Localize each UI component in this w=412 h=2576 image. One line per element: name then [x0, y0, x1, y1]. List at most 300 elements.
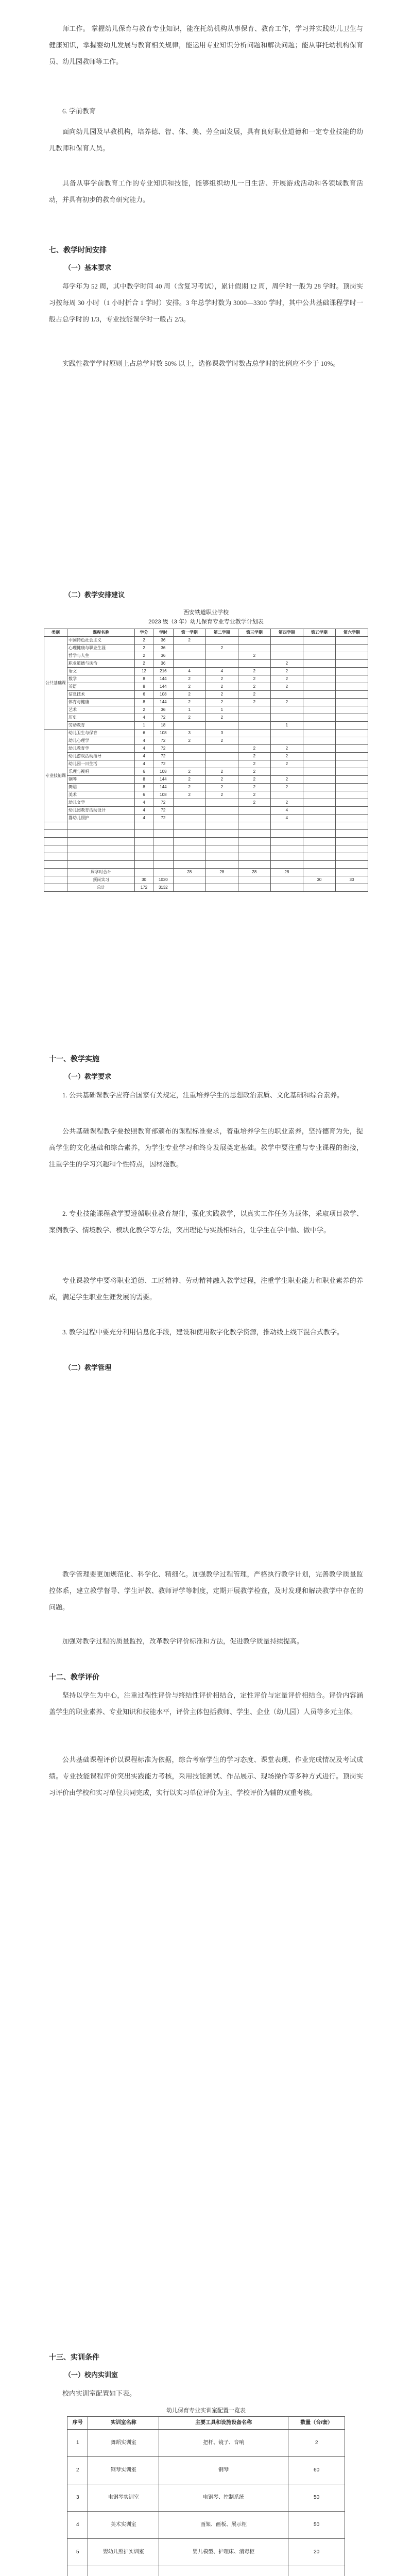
training-room-table [67, 2416, 345, 2576]
table-cell: 50 [288, 2512, 345, 2539]
table-cell: 2 [205, 699, 238, 706]
table-cell [173, 876, 205, 884]
table-cell: 72 [153, 714, 173, 722]
table-cell [173, 815, 205, 822]
table-cell: 2 [67, 2457, 88, 2484]
table-cell: 4 [135, 807, 153, 815]
table-cell [303, 683, 335, 691]
table-cell [303, 668, 335, 675]
paragraph: 教学管理要更加规范化、科学化、精细化。加强教学过程管理，严格执行教学计划，完善教学质量监控体系，建立教学督导、学生评教、教师评学等制度，定期开展教学检查，及时发现和解决教学中存在的问题。 [49, 1570, 363, 1611]
table-cell [270, 714, 303, 722]
table-cell [303, 722, 335, 730]
table-cell: 2 [238, 768, 270, 776]
table-cell [153, 845, 173, 853]
table-cell: 2 [270, 668, 303, 675]
table-cell [67, 845, 135, 853]
table-cell [270, 737, 303, 745]
table-cell [335, 753, 368, 760]
section-heading: 十二、教学评价 [49, 1673, 99, 1681]
table-cell: 3 [67, 2484, 88, 2512]
subsection-heading: （一）基本要求 [64, 264, 112, 272]
table-cell [238, 730, 270, 737]
table-cell: 2 [205, 768, 238, 776]
table-cell: 把杆、镜子、音响 [159, 2430, 288, 2457]
table-cell [303, 845, 335, 853]
table-row [44, 768, 368, 776]
table-cell: 2 [270, 799, 303, 807]
table-cell [335, 838, 368, 845]
table-cell [303, 730, 335, 737]
table-cell [335, 730, 368, 737]
table-row [44, 660, 368, 668]
table-cell: 职业道德与法治 [67, 660, 135, 668]
table-cell [238, 838, 270, 845]
table-cell: 6 [135, 768, 153, 776]
table-cell [335, 760, 368, 768]
table-header-row [67, 2417, 345, 2430]
table-cell [270, 830, 303, 838]
table-cell [303, 791, 335, 799]
table-cell [135, 822, 153, 830]
table-cell: 4 [173, 668, 205, 675]
table-cell: 172 [135, 884, 153, 892]
table-row [44, 683, 368, 691]
table-cell: 2 [270, 760, 303, 768]
table-cell [205, 807, 238, 815]
table-cell [270, 861, 303, 869]
table-cell: 劳动教育 [67, 722, 135, 730]
table-cell: 36 [153, 652, 173, 660]
table-cell [335, 830, 368, 838]
table-cell: 美术实训室 [88, 2512, 159, 2539]
table-cell [238, 645, 270, 652]
table-cell [335, 776, 368, 784]
table-row [44, 675, 368, 683]
table-cell: 2 [173, 791, 205, 799]
table-cell [335, 691, 368, 699]
table-cell [67, 838, 135, 845]
table-cell [88, 2566, 159, 2576]
table-cell [173, 760, 205, 768]
table-cell: 钢琴 [159, 2457, 288, 2484]
table-row [67, 2457, 345, 2484]
table-cell [270, 791, 303, 799]
table-cell: 2 [238, 668, 270, 675]
table-cell: 8 [135, 776, 153, 784]
table-cell: 6 [135, 791, 153, 799]
table-cell [173, 799, 205, 807]
table-cell [270, 768, 303, 776]
table-cell [173, 753, 205, 760]
table-cell [303, 776, 335, 784]
table-cell: 3132 [153, 884, 173, 892]
table-cell [303, 799, 335, 807]
table-cell [335, 768, 368, 776]
table-cell [238, 714, 270, 722]
table-row [67, 2512, 345, 2539]
table-cell: 108 [153, 768, 173, 776]
table-row [44, 722, 368, 730]
section-heading: 七、教学时间安排 [49, 246, 107, 254]
blank-row [44, 830, 368, 838]
table-cell [238, 830, 270, 838]
table-cell: 2 [238, 776, 270, 784]
category-cell: 公共基础课 [44, 637, 67, 730]
blank-row [44, 853, 368, 861]
table-cell: 2 [238, 652, 270, 660]
header-cell: 主要工具和设施设备名称 [159, 2417, 288, 2430]
table-cell [238, 884, 270, 892]
table-cell: 2 [238, 760, 270, 768]
teaching-plan-table [44, 629, 368, 892]
table-cell [153, 822, 173, 830]
table-row [44, 784, 368, 791]
category-cell: 专业技能课 [44, 730, 67, 822]
table-cell: 艺术 [67, 706, 135, 714]
header-cell: 数量（台/套） [288, 2417, 345, 2430]
table-cell: 108 [153, 730, 173, 737]
table-cell: 2 [238, 791, 270, 799]
table-cell [335, 652, 368, 660]
paragraph: 3. 教学过程中要充分利用信息化手段，建设和使用数字化教学资源，推动线上线下混合式教学。 [62, 1328, 344, 1336]
table-cell [173, 660, 205, 668]
table-row [44, 799, 368, 807]
table-cell [67, 2566, 88, 2576]
table-cell [205, 830, 238, 838]
table-cell [44, 853, 67, 861]
table-cell: 60 [288, 2457, 345, 2484]
table-cell: 2 [173, 675, 205, 683]
table-cell: 4 [270, 807, 303, 815]
table-cell: 婴幼儿照护实训室 [88, 2539, 159, 2566]
table-cell: 2 [270, 745, 303, 753]
table-cell: 幼儿园一日生活 [67, 760, 135, 768]
table-cell: 2 [173, 637, 205, 645]
table-cell: 2 [205, 784, 238, 791]
table-cell: 5 [67, 2539, 88, 2566]
table-cell [173, 884, 205, 892]
table-cell: 电钢琴实训室 [88, 2484, 159, 2512]
paragraph: 公共基础课程教学要按照教育部颁布的课程标准要求，着重培养学生的职业素养，坚持德育为先，提高学生的文化基础和综合素养，为学生专业学习和终身发展奠定基础。教学中要注重与专业课程的衔接，注重学生的学习兴趣和个性特点，因材施教。 [49, 1127, 363, 1168]
table-cell: 4 [135, 799, 153, 807]
table-cell: 2 [173, 784, 205, 791]
table-cell [303, 675, 335, 683]
paragraph: 每学年为 52 周，其中教学时间 40 周（含复习考试），累计假期 12 周，周学时一般为 28 学时。顶岗实习按每周 30 小时（1 小时折合 1 学时）安排。3 年总学时数为 3000—3300 学时，其中公共基础课程学时一般占总学时的 1/3，专业技能课学时一般占 2/3。 [49, 282, 363, 323]
paragraph: 实践性教学学时原则上占总学时数 50% 以上，选修课教学时数占总学时的比例应不少于 10%。 [62, 360, 340, 367]
table-school: 西安铁道职业学校 [183, 609, 229, 616]
table-row [44, 714, 368, 722]
table-cell [238, 876, 270, 884]
table-cell: 幼儿文学 [67, 799, 135, 807]
table-cell [270, 637, 303, 645]
table-cell [303, 637, 335, 645]
subsection-heading: （一）教学要求 [64, 1073, 112, 1080]
table-cell [303, 861, 335, 869]
table-cell [135, 861, 153, 869]
table-cell [335, 675, 368, 683]
table-row [44, 691, 368, 699]
table-cell: 2 [270, 753, 303, 760]
header-cell: 第二学期 [205, 629, 238, 637]
table-cell: 2 [205, 645, 238, 652]
header-cell: 第一学期 [173, 629, 205, 637]
table-cell: 4 [135, 737, 153, 745]
table-cell: 2 [173, 776, 205, 784]
table-cell: 心理健康与职业生涯 [67, 645, 135, 652]
blank-row [44, 822, 368, 830]
table-cell [205, 815, 238, 822]
table-cell: 哲学与人生 [67, 652, 135, 660]
table-cell [303, 652, 335, 660]
table-cell [335, 737, 368, 745]
table-cell: 28 [270, 869, 303, 876]
table-cell [205, 753, 238, 760]
table-cell [335, 853, 368, 861]
table-cell [173, 853, 205, 861]
table-cell: 乐理与视唱 [67, 768, 135, 776]
table-cell: 2 [205, 791, 238, 799]
table-cell: 1020 [153, 876, 173, 884]
table-cell [205, 637, 238, 645]
table-row [44, 807, 368, 815]
table-cell [335, 869, 368, 876]
header-cell: 学时 [153, 629, 173, 637]
table-cell [335, 784, 368, 791]
table-cell [205, 853, 238, 861]
table-row [44, 706, 368, 714]
table-header-row [44, 629, 368, 637]
table-cell: 2 [270, 699, 303, 706]
table-cell: 体育与健康 [67, 699, 135, 706]
table-cell [335, 637, 368, 645]
table-cell: 2 [238, 691, 270, 699]
table-cell: 1 [67, 2430, 88, 2457]
table-cell [238, 706, 270, 714]
table-cell [303, 853, 335, 861]
table-cell [173, 722, 205, 730]
table-cell [303, 807, 335, 815]
summary-row [44, 884, 368, 892]
table-cell [205, 745, 238, 753]
table-cell: 30 [135, 876, 153, 884]
table-cell [335, 822, 368, 830]
summary-row [44, 869, 368, 876]
table-cell [135, 830, 153, 838]
paragraph: 师工作。 掌握幼儿保育与教育专业知识，能在托幼机构从事保育、教育工作，学习并实践幼儿卫生与健康知识，掌握婴幼儿发展与教育相关规律，能运用专业知识分析问题和解决问题；能从事托幼机构保育员、幼儿园教师等工作。 [49, 25, 363, 65]
table-cell [303, 660, 335, 668]
table-cell [153, 861, 173, 869]
table-cell: 72 [153, 745, 173, 753]
paragraph: 6. 学前教育 [62, 107, 96, 115]
table-cell [67, 861, 135, 869]
table-cell [335, 714, 368, 722]
table-cell: 2 [238, 683, 270, 691]
table-cell [303, 745, 335, 753]
table-cell [44, 884, 67, 892]
table-cell [173, 745, 205, 753]
table-cell: 36 [153, 645, 173, 652]
table-cell: 216 [153, 668, 173, 675]
table-cell [335, 706, 368, 714]
table-cell: 中国特色社会主义 [67, 637, 135, 645]
table-cell [135, 838, 153, 845]
table-cell: 28 [238, 869, 270, 876]
table-cell: 顶岗实习 [67, 876, 135, 884]
table-cell: 幼儿教育学 [67, 745, 135, 753]
subsection-heading: （一）校内实训室 [64, 2371, 118, 2379]
table-cell [153, 869, 173, 876]
table-cell: 2 [238, 753, 270, 760]
table-cell [335, 745, 368, 753]
table-cell: 2 [135, 637, 153, 645]
table-cell: 2 [238, 784, 270, 791]
table-cell [173, 652, 205, 660]
table-cell [270, 884, 303, 892]
table-cell: 8 [135, 699, 153, 706]
table-cell: 2 [270, 660, 303, 668]
table-cell: 2 [173, 768, 205, 776]
table-cell: 144 [153, 675, 173, 683]
table-cell [238, 807, 270, 815]
table-cell: 6 [135, 730, 153, 737]
table-row [67, 2539, 345, 2566]
table-cell: 2 [135, 652, 153, 660]
table-cell: 美术 [67, 791, 135, 799]
table-cell: 1 [135, 722, 153, 730]
table-cell: 信息技术 [67, 691, 135, 699]
table-cell [238, 815, 270, 822]
table-cell: 2 [173, 699, 205, 706]
table-cell: 36 [153, 660, 173, 668]
table-cell [205, 652, 238, 660]
table-cell: 钢琴 [67, 776, 135, 784]
table-cell: 28 [173, 869, 205, 876]
table-row [44, 645, 368, 652]
table-cell [270, 853, 303, 861]
table-cell [173, 861, 205, 869]
table-cell: 2 [173, 737, 205, 745]
table-cell: 2 [205, 776, 238, 784]
table-cell: 4 [205, 668, 238, 675]
table-cell [205, 845, 238, 853]
table-cell [270, 838, 303, 845]
table-cell [153, 853, 173, 861]
table-cell: 英语 [67, 683, 135, 691]
table-cell: 72 [153, 760, 173, 768]
table-cell [205, 876, 238, 884]
table-cell: 72 [153, 737, 173, 745]
table-cell [303, 714, 335, 722]
table-cell: 2 [205, 675, 238, 683]
table-cell: 2 [238, 675, 270, 683]
section-heading: 十三、实训条件 [49, 2353, 99, 2361]
table-cell [303, 760, 335, 768]
table-cell [135, 869, 153, 876]
subsection-heading: （二）教学管理 [64, 1364, 112, 1371]
table-cell [238, 861, 270, 869]
table-cell: 4 [135, 714, 153, 722]
table-cell: 1 [270, 722, 303, 730]
table-cell [44, 822, 67, 830]
table-row [44, 652, 368, 660]
table-cell [335, 660, 368, 668]
table-cell [303, 815, 335, 822]
table-cell: 2 [270, 776, 303, 784]
table-cell [288, 2566, 345, 2576]
table-cell: 2 [205, 691, 238, 699]
table-cell [335, 645, 368, 652]
table-cell [159, 2566, 288, 2576]
table-cell: 婴儿模型、护理床、消毒柜 [159, 2539, 288, 2566]
table-cell [173, 838, 205, 845]
table-cell [205, 760, 238, 768]
table-cell [335, 722, 368, 730]
table-cell: 72 [153, 799, 173, 807]
table-cell [335, 884, 368, 892]
paragraph: 2. 专业技能课程教学要遵循职业教育规律，强化实践教学，以真实工作任务为载体，采取项目教学、案例教学、情境教学、模块化教学等方法，突出理论与实践相结合，让学生在学中做、做中学。 [49, 1210, 363, 1234]
table-cell [67, 853, 135, 861]
table-cell: 婴幼儿照护 [67, 815, 135, 822]
table-cell: 2 [205, 714, 238, 722]
table-cell: 幼儿游戏活动指导 [67, 753, 135, 760]
table-cell [303, 768, 335, 776]
table-cell [135, 853, 153, 861]
table-cell [153, 830, 173, 838]
table-cell: 语文 [67, 668, 135, 675]
table-cell: 2 [173, 714, 205, 722]
table-cell: 36 [153, 637, 173, 645]
table-cell: 18 [153, 722, 173, 730]
table-cell [335, 683, 368, 691]
table-cell: 总计 [67, 884, 135, 892]
table-cell [303, 784, 335, 791]
table-cell [173, 845, 205, 853]
table-row [67, 2566, 345, 2576]
table-cell: 2 [135, 660, 153, 668]
table-cell: 144 [153, 776, 173, 784]
table-cell [205, 722, 238, 730]
table-cell: 144 [153, 784, 173, 791]
table-cell: 36 [153, 706, 173, 714]
paragraph: 专业课教学中要将职业道德、工匠精神、劳动精神融入教学过程，注重学生职业能力和职业素养的养成，满足学生职业生涯发展的需要。 [49, 1277, 363, 1301]
table-cell [303, 869, 335, 876]
table-cell [238, 637, 270, 645]
paragraph: 面向幼儿园及早教机构，培养德、智、体、美、劳全面发展，具有良好职业道德和一定专业技能的幼儿教师和保育人员。 [49, 128, 363, 152]
table-cell: 6 [135, 691, 153, 699]
table-cell [238, 737, 270, 745]
table-row [44, 745, 368, 753]
table-cell: 2 [238, 745, 270, 753]
table-cell [303, 830, 335, 838]
table-cell [303, 838, 335, 845]
table-cell: 2 [205, 683, 238, 691]
table-cell [270, 730, 303, 737]
table-cell [205, 838, 238, 845]
table-cell: 2 [205, 737, 238, 745]
header-cell: 学分 [135, 629, 153, 637]
table-cell [173, 822, 205, 830]
table-cell: 幼儿园教育活动设计 [67, 807, 135, 815]
table-row [44, 730, 368, 737]
paragraph: 加强对教学过程的质量监控，改革教学评价标准和方法，促进教学质量持续提高。 [62, 1637, 304, 1645]
table-cell [205, 822, 238, 830]
table-cell: 3 [173, 730, 205, 737]
header-cell: 第四学期 [270, 629, 303, 637]
table-cell: 50 [288, 2484, 345, 2512]
table-cell [44, 876, 67, 884]
table-cell: 4 [135, 760, 153, 768]
table-cell [44, 861, 67, 869]
